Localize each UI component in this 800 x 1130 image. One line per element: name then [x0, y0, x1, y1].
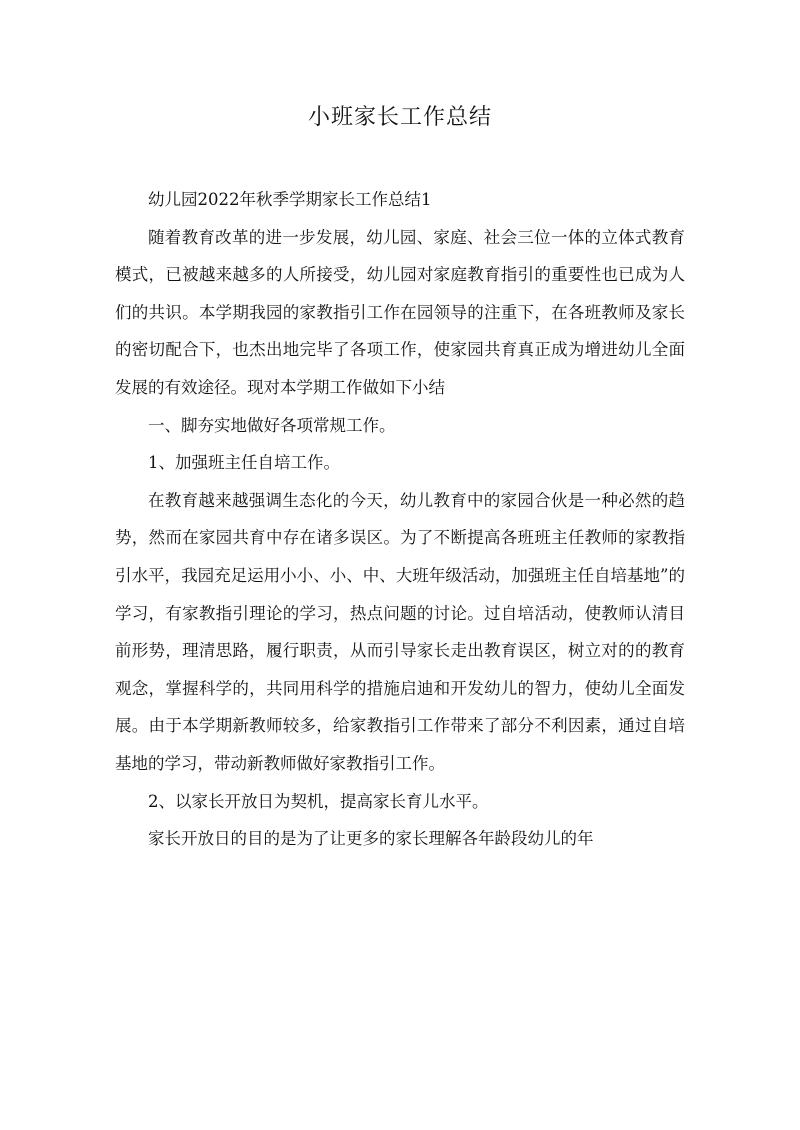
subsection-heading: 2、以家长开放日为契机，提高家长育儿水平。: [148, 791, 489, 811]
section-heading: 幼儿园2022年秋季学期家长工作总结1: [148, 190, 432, 209]
section-heading: 一、脚夯实地做好各项常规工作。: [148, 415, 396, 435]
body-paragraph: 家长开放日的目的是为了让更多的家长理解各年龄段幼儿的年: [148, 829, 594, 849]
body-paragraph: 随着教育改革的进一步发展，幼儿园、家庭、社会三位一体的立体式教育模式，已被越来越多的人所接受，幼儿园对家庭教育指引的重要性也已成为人们的共识。本学期我园的家教指引工作在园领导的注重下，在各班教师及家长的密切配合下，也杰出地完毕了各项工作，使家园共育真正成为增进幼儿全面发展的有效途径。现对本学期工作做如下小结: [115, 227, 685, 397]
document-title: 小班家长工作总结: [307, 105, 492, 130]
document-body: [115, 181, 685, 858]
body-paragraph: 在教育越来越强调生态化的今天，幼儿教育中的家园合伙是一种必然的趋势，然而在家园共育中存在诸多误区。为了不断提高各班班主任教师的家教指引水平，我园充足运用小小、小、中、大班年级活动，加强班主任自培基地”的学习，有家教指引理论的学习，热点问题的讨论。过自培活动，使教师认清目前形势，理清思路，履行职责，从而引导家长走出教育误区，树立对的的教育观念，掌握科学的，共同用科学的措施启迪和开发幼儿的智力，使幼儿全面发展。由于本学期新教师较多，给家教指引工作带来了部分不利因素，通过自培基地的学习，带动新教师做好家教指引工作。: [115, 490, 685, 773]
subsection-heading: 1、加强班主任自培工作。: [148, 453, 340, 473]
